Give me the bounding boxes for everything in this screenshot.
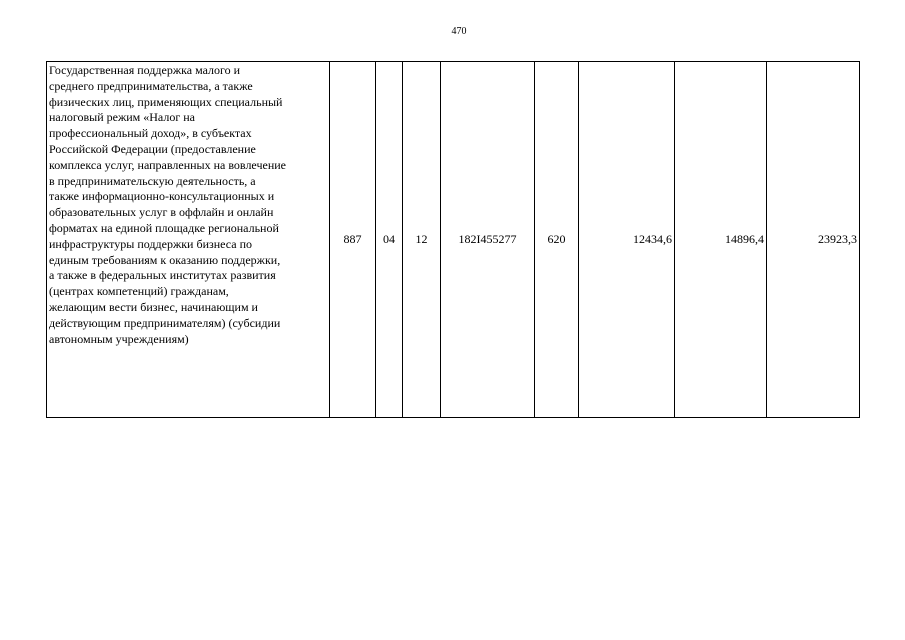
section-code-cell: 04 — [376, 62, 403, 418]
table-row — [47, 62, 860, 418]
ministry-code-cell: 887 — [330, 62, 376, 418]
amount-year2-cell: 14896,4 — [675, 62, 767, 418]
page-number: 470 — [451, 26, 467, 37]
budget-table — [46, 61, 860, 418]
expense-type-cell: 620 — [535, 62, 579, 418]
description-cell: Государственная поддержка малого и среднего предпринимательства, а также физических лиц, применяющих специальный налоговый режим «Налог на профессиональный доход», в субъектах Российской Федерации (предоставление комплекса услуг, направленных на вовлечение в предпринимательскую деятельность, а также информационно-консультационных и образовательных услуг в оффлайн и онлайн форматах на единой площадке региональной инфраструктуры поддержки бизнеса по единым требованиям к оказанию поддержки, а также в федеральных институтах развития (центрах компетенций) гражданам, желающим вести бизнес, начинающим и действующим предпринимателям) (субсидии автономным учреждениям) — [47, 62, 330, 418]
subsection-code-cell: 12 — [403, 62, 441, 418]
target-article-cell: 182I455277 — [441, 62, 535, 418]
amount-year1-cell: 12434,6 — [579, 62, 675, 418]
amount-year3-cell: 23923,3 — [767, 62, 860, 418]
